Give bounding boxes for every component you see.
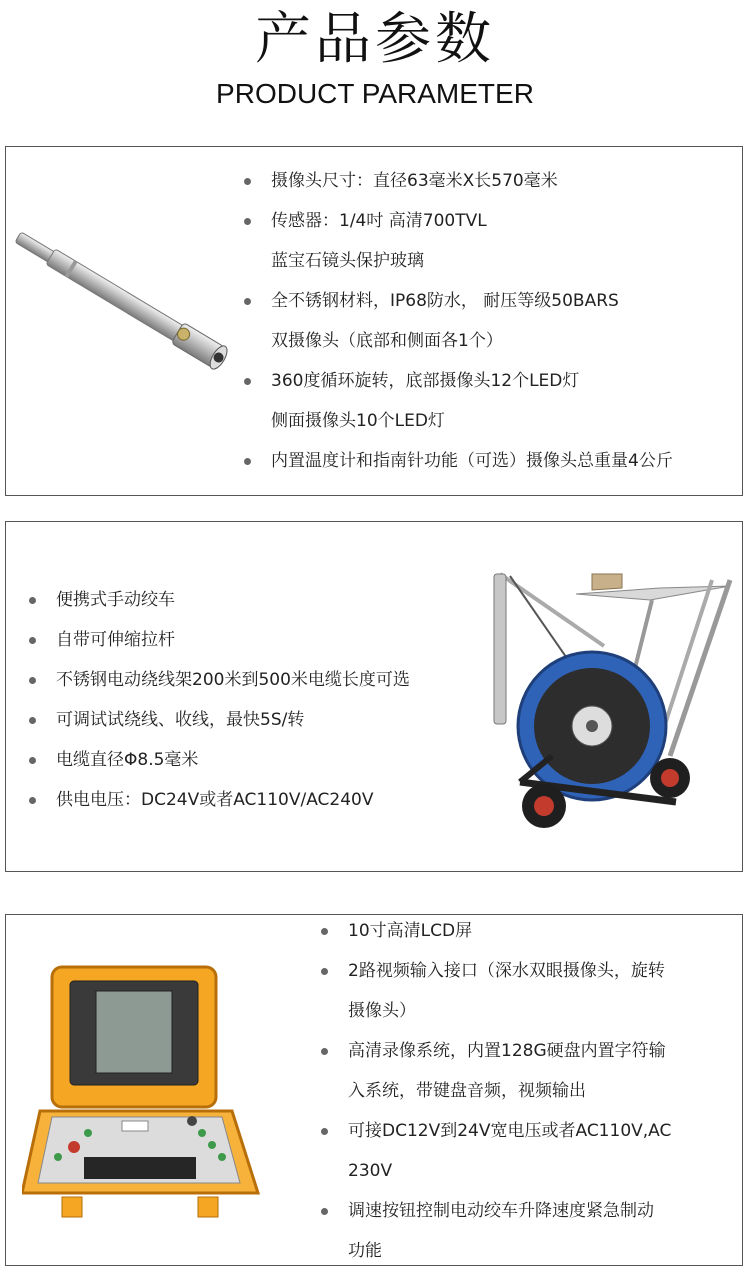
list-item: 内置温度计和指南针功能（可选）摄像头总重量4公斤 [271,441,673,481]
list-item: 230V [348,1161,393,1181]
list-item: 摄像头尺寸：直径63毫米X长570毫米 [271,161,673,201]
camera-spec-list [271,161,673,481]
list-item: 可接DC12V到24V宽电压或者AC110V,AC [348,1111,671,1151]
list-item: 电缆直径Φ8.5毫米 [56,740,410,780]
page-subtitle: PRODUCT PARAMETER [216,78,534,109]
camera-spec-panel [5,146,743,496]
list-item: 功能 [348,1241,382,1261]
camera-probe-image [10,223,246,383]
list-item: 高清录像系统，内置128G硬盘内置字符输 [348,1031,671,1071]
controller-spec-list [348,911,671,1271]
list-item: 不锈钢电动绕线架200米到500米电缆长度可选 [56,660,410,700]
list-item: 自带可伸缩拉杆 [56,620,410,660]
winch-spec-list [56,580,410,820]
list-item: 全不锈钢材料，IP68防水， 耐压等级50BARS [271,281,673,321]
control-box-image [22,961,266,1227]
list-item: 10寸高清LCD屏 [348,911,671,951]
cable-winch-image [480,566,740,836]
list-item: 供电电压：DC24V或者AC110V/AC240V [56,780,410,820]
list-item: 侧面摄像头10个LED灯 [271,411,445,431]
list-item: 便携式手动绞车 [56,580,410,620]
page-title: 产品参数 [255,7,495,72]
list-item: 入系统，带键盘音频，视频输出 [348,1081,586,1101]
winch-spec-panel [5,521,743,872]
list-item: 可调试试绕线、收线，最快5S/转 [56,700,410,740]
controller-spec-panel [5,914,743,1266]
list-item: 蓝宝石镜头保护玻璃 [271,251,424,271]
list-item: 360度循环旋转，底部摄像头12个LED灯 [271,361,673,401]
list-item: 传感器：1/4吋 高清700TVL [271,201,673,241]
list-item: 2路视频输入接口（深水双眼摄像头，旋转 [348,951,671,991]
list-item: 摄像头） [348,1001,416,1021]
list-item: 调速按钮控制电动绞车升降速度紧急制动 [348,1191,671,1231]
list-item: 双摄像头（底部和侧面各1个） [271,331,503,351]
